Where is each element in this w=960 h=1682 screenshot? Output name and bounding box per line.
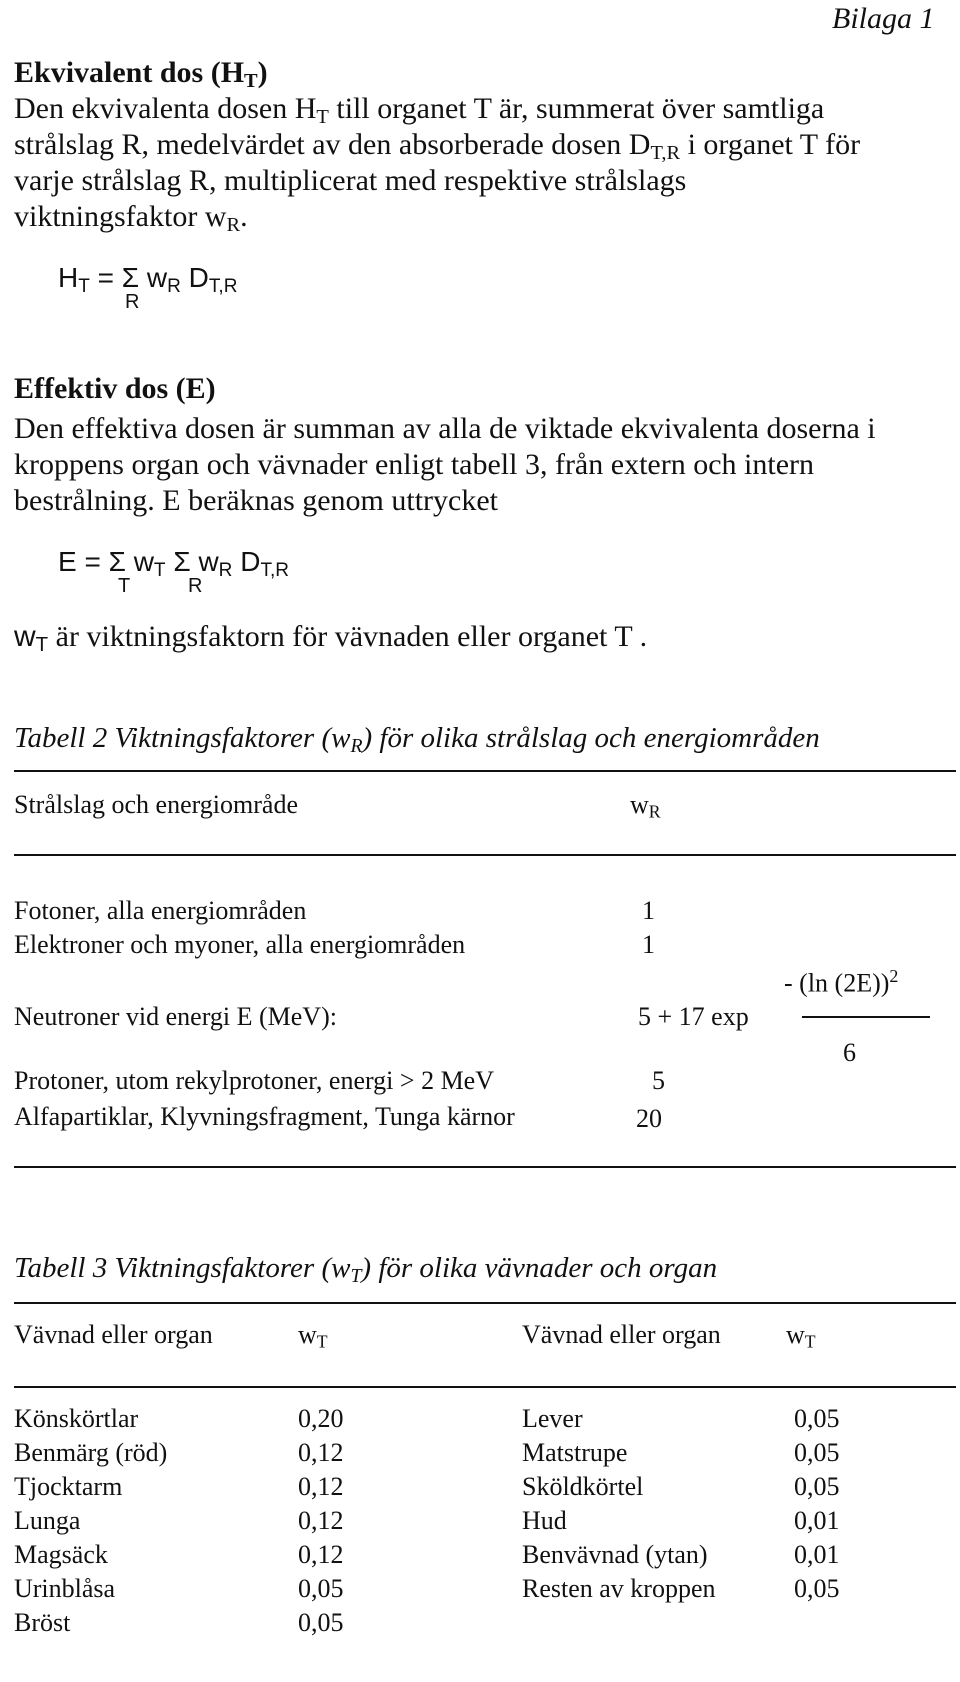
table3-header-organ-right: Vävnad eller organ	[522, 1320, 721, 1349]
table3-right-organ: Hud	[522, 1506, 567, 1535]
effective-para-line-1: Den effektiva dosen är summan av alla de viktade ekvivalenta doserna i	[14, 412, 876, 445]
equivalent-para-line-1: Den ekvivalenta dosen $H_T$ till organet T är, summerat över samtliga	[14, 92, 825, 129]
table2-neutron-numerator: - (ln (2E))$^2$	[784, 966, 899, 998]
effective-sigma-index-t: T	[118, 575, 131, 597]
table3-header-wt-left: $w_T$	[298, 1320, 328, 1352]
table3-right-organ: Resten av kroppen	[522, 1574, 716, 1603]
table3-header-organ-left: Vävnad eller organ	[14, 1320, 213, 1349]
equivalent-para-line-2: strålslag R, medelvärdet av den absorberade dosen $D_{T,R}$ i organet T för	[14, 128, 861, 165]
table2-header-wr: $w_R$	[630, 790, 661, 822]
table3-left-value: 0,12	[298, 1506, 344, 1535]
table2-row-label: Alfapartiklar, Klyvningsfragment, Tunga kärnor	[14, 1102, 515, 1131]
table3-right-organ: Lever	[522, 1404, 583, 1433]
table3-right-organ: Matstrupe	[522, 1438, 628, 1467]
table2-row-value: 1	[642, 896, 655, 925]
table3-right-value: 0,05	[794, 1404, 840, 1433]
table3-left-value: 0,05	[298, 1574, 344, 1603]
table2-row-value: 20	[636, 1104, 662, 1133]
table3-right-value: 0,01	[794, 1506, 840, 1535]
table3-right-value: 0,05	[794, 1472, 840, 1501]
table3-left-organ: Bröst	[14, 1608, 71, 1637]
table3-left-value: 0,20	[298, 1404, 344, 1433]
effective-para-line-2: kroppens organ och vävnader enligt tabell 3, från extern och intern	[14, 448, 814, 481]
table3-right-value: 0,05	[794, 1438, 840, 1467]
table2-fraction-bar	[802, 1016, 930, 1018]
table3-left-value: 0,05	[298, 1608, 344, 1637]
effective-dose-title: Effektiv dos (E)	[14, 372, 216, 405]
table2-row-label: Fotoner, alla energiområden	[14, 896, 307, 925]
table2-row-label: Protoner, utom rekylprotoner, energi > 2 MeV	[14, 1066, 494, 1095]
table3-left-value: 0,12	[298, 1472, 344, 1501]
table3-right-value: 0,05	[794, 1574, 840, 1603]
equivalent-dose-formula: $H_T = \Sigma$ $w_R$ $D_{T,R}$	[58, 262, 238, 297]
table3-right-value: 0,01	[794, 1540, 840, 1569]
table3-caption: Tabell 3 Viktningsfaktorer $(w_T)$ för olika vävnader och organ	[14, 1252, 718, 1287]
table3-left-organ: Urinblåsa	[14, 1574, 116, 1603]
table3-left-organ: Benmärg (röd)	[14, 1438, 168, 1467]
effective-para-line-3: bestrålning. E beräknas genom uttrycket	[14, 484, 499, 517]
table3-left-value: 0,12	[298, 1438, 344, 1467]
table3-left-organ: Könskörtlar	[14, 1404, 139, 1433]
table3-top-rule	[14, 1302, 956, 1304]
table3-left-organ: Tjocktarm	[14, 1472, 123, 1501]
table3-left-organ: Magsäck	[14, 1540, 108, 1569]
table3-header-rule	[14, 1386, 956, 1388]
table2-header-radiation: Strålslag och energiområde	[14, 790, 298, 819]
table3-left-value: 0,12	[298, 1540, 344, 1569]
table2-neutron-denominator: 6	[843, 1038, 856, 1067]
table3-header-wt-right: $w_T$	[786, 1320, 816, 1352]
table2-row-value: 5 + 17 exp	[638, 1002, 749, 1031]
equivalent-para-line-4: viktningsfaktor $w_R$.	[14, 200, 248, 237]
effective-dose-formula: E = Σ $w_T$ Σ $w_R$ $D_{T,R}$	[58, 546, 289, 581]
table2-header-rule	[14, 854, 956, 856]
effective-sigma-index-r: R	[188, 575, 203, 597]
equivalent-para-line-3: varje strålslag R, multiplicerat med respektive strålslags	[14, 164, 687, 197]
equivalent-sigma-index: R	[125, 291, 140, 313]
wt-explanation: $w_T$ är viktningsfaktorn för vävnaden eller organet T .	[14, 620, 648, 657]
table2-row-value: 5	[652, 1066, 665, 1095]
table2-bottom-rule	[14, 1166, 956, 1168]
annex-label: Bilaga 1	[832, 2, 935, 35]
table3-right-organ: Benvävnad (ytan)	[522, 1540, 708, 1569]
table3-left-organ: Lunga	[14, 1506, 81, 1535]
table2-row-label: Neutroner vid energi E (MeV):	[14, 1002, 337, 1031]
table2-row-value: 1	[642, 930, 655, 959]
table2-caption: Tabell 2 Viktningsfaktorer $(w_R)$ för olika strålslag och energiområden	[14, 722, 820, 757]
table2-row-label: Elektroner och myoner, alla energiområden	[14, 930, 466, 959]
table3-right-organ: Sköldkörtel	[522, 1472, 644, 1501]
table2-top-rule	[14, 770, 956, 772]
equivalent-dose-title: Ekvivalent dos $(H_T)$	[14, 56, 268, 93]
